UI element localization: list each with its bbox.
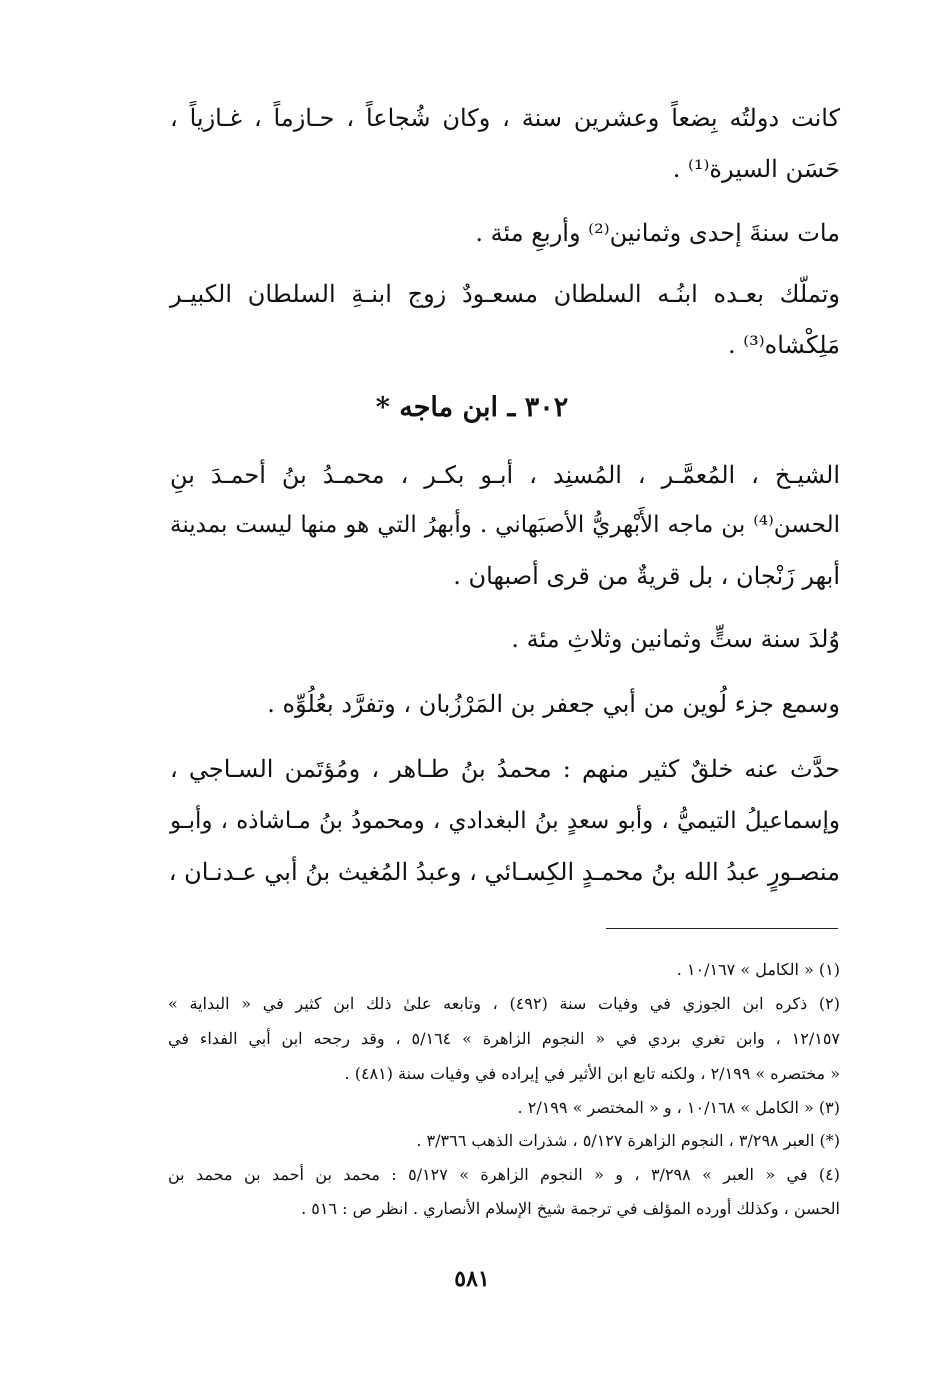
body-line: وإسماعيلُ التيميُّ ، وأبو سعدٍ بنُ البغدادي ، ومحمودُ بنُ مـاشاذه ، وأبـو	[170, 808, 840, 834]
body-line: الحسن⁽⁴⁾ بن ماجه الأَبْهريُّ الأصبَهاني . وأبهرُ التي هو منها ليست بمدينة	[170, 512, 840, 538]
body-line: وُلدَ سنة ستٍّ وثمانين وثلاثِ مئة .	[511, 625, 840, 653]
page-number: ٥٨١	[454, 1266, 490, 1292]
body-line: مات سنةَ إحدى وثمانين⁽²⁾ وأربعِ مئة .	[475, 219, 840, 247]
footnote-line: (١) « الكامل » ١٠/١٦٧ .	[676, 960, 840, 979]
footnote-line: الحسن ، وكذلك أورده المؤلف في ترجمة شيخ الإسلام الأنصاري . انظر ص : ٥١٦ .	[301, 1199, 840, 1218]
body-line: حدَّث عنه خلقٌ كثير منهم : محمدُ بنُ طـاهر ، ومُؤتَمن السـاجي ،	[170, 755, 840, 783]
body-line: حَسَن السيرة⁽¹⁾ .	[672, 155, 840, 183]
body-line: كانت دولتُه بِضعاً وعشرين سنة ، وكان شُجاعاً ، حـازماً ، غـازياً ،	[170, 104, 840, 132]
footnote-separator	[606, 928, 838, 929]
footnote-line: (*) العبر ٣/٢٩٨ ، النجوم الزاهرة ٥/١٢٧ ، شذرات الذهب ٣/٣٦٦ .	[416, 1131, 840, 1150]
body-line: وتملّك بعـده ابنُـه السلطان مسعـودٌ زوج ابنـةِ السلطان الكبيـر	[170, 280, 840, 308]
body-line: وسمع جزء لُوين من أبي جعفر بن المَرْزُبان ، وتفرَّد بعُلُوِّه .	[267, 690, 840, 718]
footnote-line: (٢) ذكره ابن الجوزي في وفيات سنة (٤٩٢) ، وتابعه علىٰ ذلك ابن كثير في « البداية »	[168, 994, 841, 1013]
body-line: أبهر زَنْجان ، بل قريةٌ من قرى أصبهان .	[453, 562, 840, 590]
footnote-line: (٣) « الكامل » ١٠/١٦٨ ، و « المختصر » ٢/١٩٩ .	[517, 1098, 840, 1117]
entry-heading: ٣٠٢ ـ ابن ماجه *	[375, 392, 569, 423]
footnote-line: (٤) في « العبر » ٣/٢٩٨ ، و « النجوم الزاهرة » ٥/١٢٧ : محمد بن أحمد بن محمد بن	[168, 1165, 841, 1184]
body-line: مَلِكْشاه⁽³⁾ .	[727, 331, 840, 359]
footnote-line: « مختصره » ٢/١٩٩ ، ولكنه تابع ابن الأثير في إيراده في وفيات سنة (٤٨١) .	[344, 1064, 840, 1083]
body-line: الشيـخ ، المُعمَّـر ، المُسنِد ، أبـو بكـر ، محمـدُ بنُ أحمـدَ بنِ	[170, 461, 840, 489]
footnote-line: ١٢/١٥٧ ، وابن تغري بردي في « النجوم الزاهرة » ٥/١٦٤ ، وقد رجحه ابن أبي الفداء في	[168, 1029, 841, 1048]
body-line: منصـورٍ عبدُ الله بنُ محمـدٍ الكِسـائي ، وعبدُ المُغيث بنُ أبي عـدنـان ،	[168, 858, 840, 886]
